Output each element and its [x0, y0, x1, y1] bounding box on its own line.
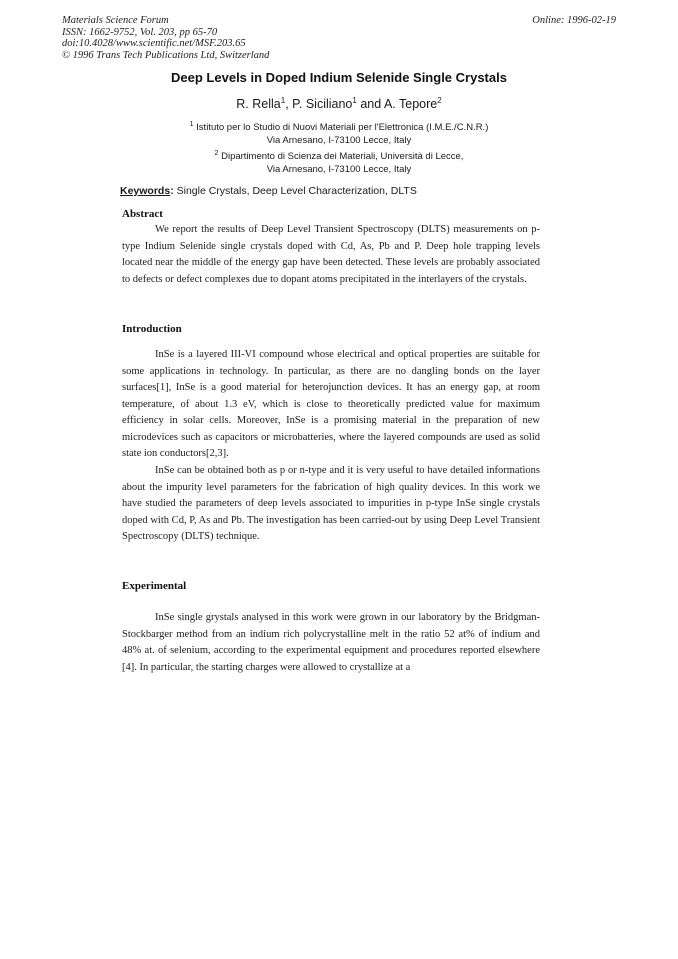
publication-info: [62, 15, 269, 61]
affiliation-mark: 1: [189, 121, 194, 128]
introduction-paragraph-1: InSe is a layered III-VI compound whose electrical and optical properties are suitable for some applications in technology. In particular, as there are no dangling bonds on the layer surfaces[1], InSe is a good material for heterojunction devices. It has an energy gap, at room temperature, of about 1.3 eV, which is close to theoretically predicted value for maximum efficiency in solar cells. Moreover, InSe is a promising material in the preparation of new microdevices such as capacitors or microbatteries, where the layered compounds are used as solid state ion conductors[2,3].: [122, 349, 540, 459]
paper-title: Deep Levels in Doped Indium Selenide Single Crystals: [171, 70, 507, 85]
author-affil-mark: 2: [437, 96, 442, 105]
issn-volume: ISSN: 1662-9752, Vol. 203, pp 65-70: [62, 26, 218, 38]
author-list: [0, 96, 678, 111]
affiliation-institute: Dipartimento di Scienza dei Materiali, Università di Lecce,: [218, 151, 464, 163]
author-name: A. Tepore: [383, 97, 438, 112]
abstract-heading: Abstract: [122, 208, 163, 220]
author-affil-mark: 1: [280, 96, 286, 105]
keywords-text: Single Crystals, Deep Level Characterization, DLTS: [176, 185, 417, 197]
experimental-paragraph-1: InSe single grystals analysed in this work were grown in our laboratory by the Bridgman-Stockbarger method from an indium rich polycrystalline melt in the ratio 52 at% of indium and 48% at. of selenium, according to the experimental equipment and procedures reported elsewhere [4]. In particular, the starting charges were allowed to crystallize at a: [122, 612, 540, 673]
author-name: R. Rella: [236, 97, 281, 112]
affiliation-2: [0, 148, 678, 176]
journal-name: Materials Science Forum: [62, 15, 169, 26]
online-date: Online: 1996-02-19: [532, 15, 616, 26]
affiliation-mark: 2: [214, 150, 219, 157]
doi[interactable]: doi:10.4028/www.scientific.net/MSF.203.65: [62, 38, 246, 49]
author-affil-mark: 1: [352, 96, 357, 105]
experimental-heading: Experimental: [122, 580, 187, 592]
affiliation-1: [0, 119, 678, 147]
keywords: [120, 185, 417, 197]
copyright: © 1996 Trans Tech Publications Ltd, Switzerland: [62, 49, 270, 61]
keywords-colon: :: [170, 185, 177, 197]
introduction-paragraph-2: InSe can be obtained both as p or n-type and it is very useful to have detailed informations about the impurity level parameters for the fabrication of high quality devices. In this work we have studied the parameters of deep levels associated to impurities in p-type InSe single crystals doped with Cd, P, As and Pb. The investigation has been carried-out by using Deep Level Transient Spectroscopy (DLTS) technique.: [122, 465, 540, 542]
abstract-text: We report the results of Deep Level Transient Spectroscopy (DLTS) measurements on p-type Indium Selenide single crystals doped with Cd, As, Pb and P. Deep hole trapping levels located near the middle of the energy gap have been detected. These levels are probably associated to defects or defect complexes due to dopant atoms precipitated in the interlayers of the crystals.: [122, 224, 540, 285]
affiliation-address: Via Arnesano, I-73100 Lecce, Italy: [266, 163, 412, 175]
affiliation-address: Via Arnesano, I-73100 Lecce, Italy: [266, 134, 412, 146]
author-separator: and: [356, 97, 384, 112]
affiliation-institute: Istituto per lo Studio di Nuovi Materiali per l'Elettronica (I.M.E./C.N.R.): [193, 122, 489, 134]
introduction-heading: Introduction: [122, 323, 182, 335]
author-name: P. Siciliano: [292, 97, 353, 112]
keywords-label: Keywords: [120, 185, 171, 197]
author-separator: ,: [285, 97, 293, 112]
